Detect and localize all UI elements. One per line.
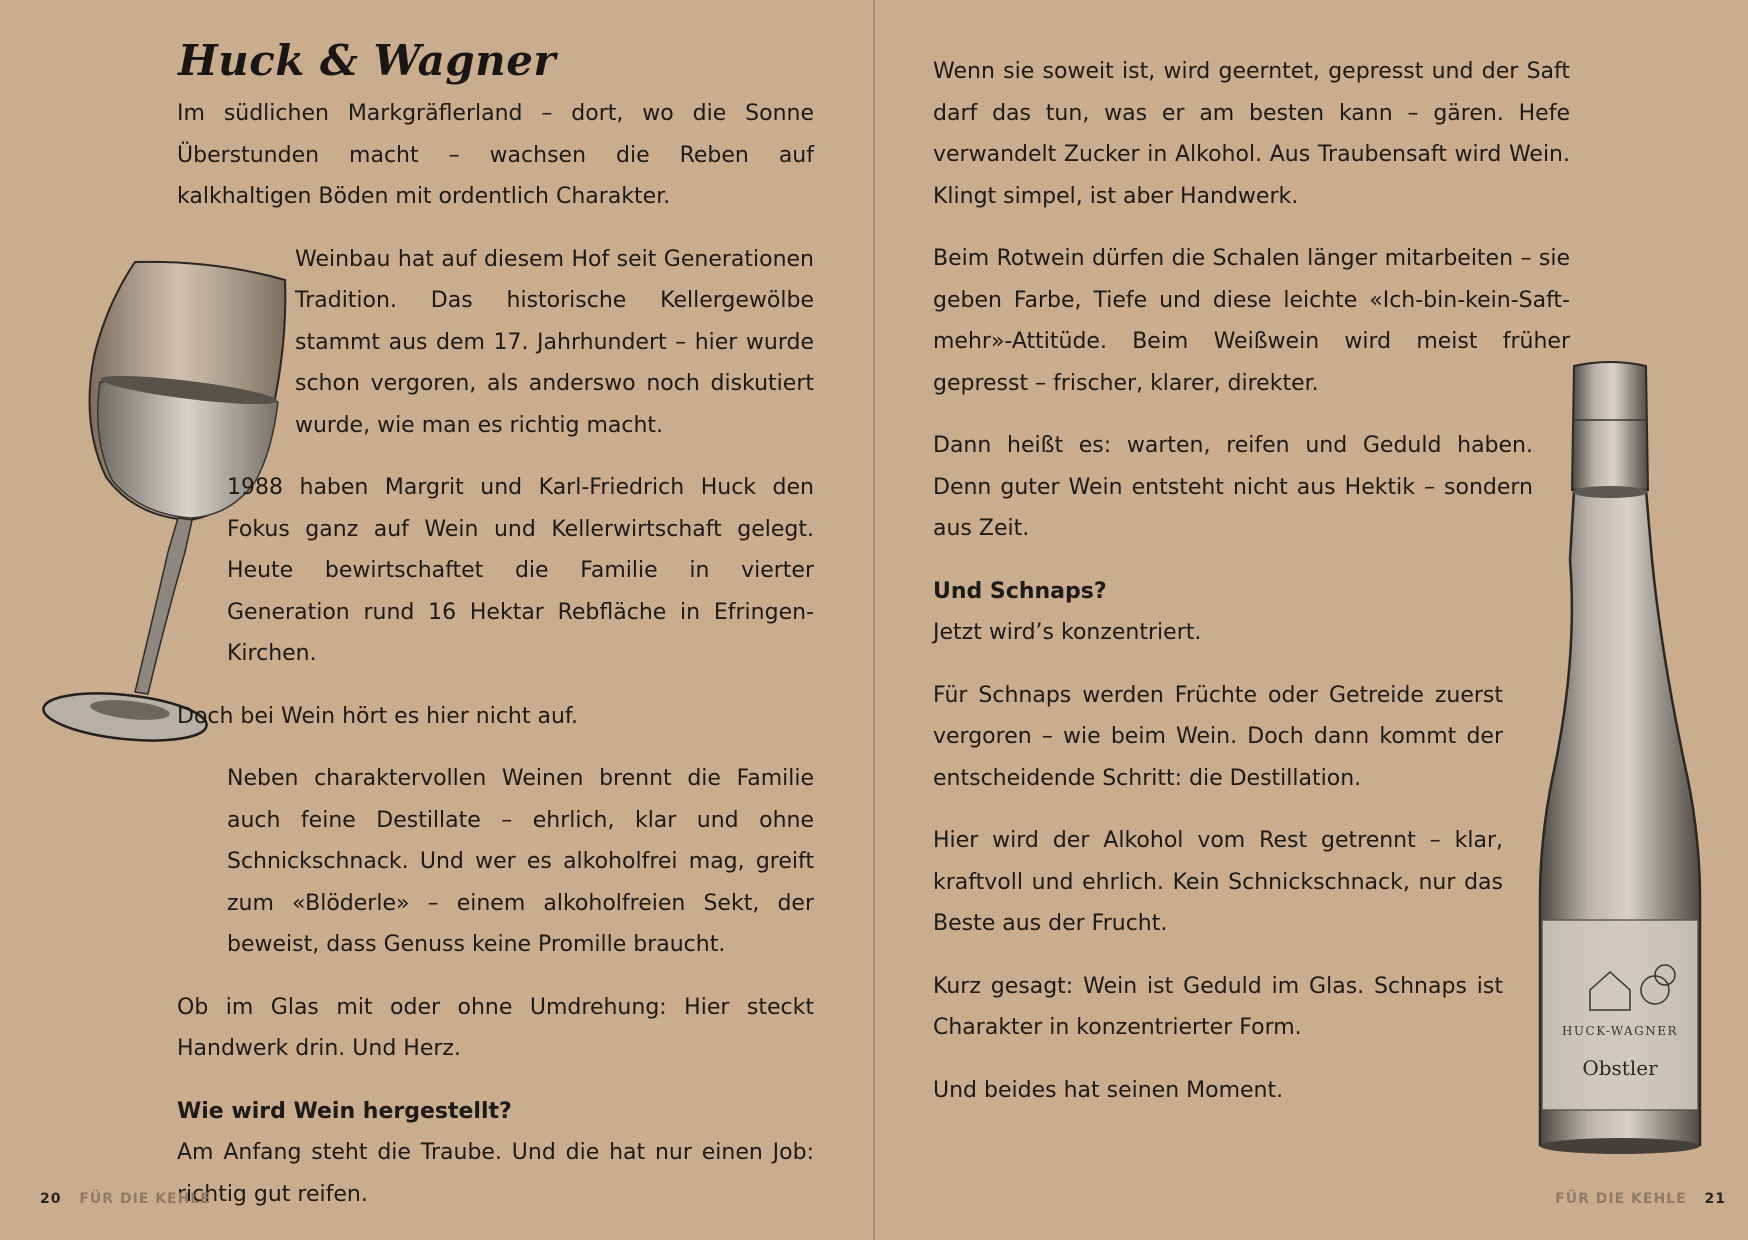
left-footer [40, 1191, 211, 1207]
page-number: 21 [1704, 1191, 1726, 1207]
closing-paragraph: Und beides hat seinen Moment. [933, 1077, 1284, 1103]
family-paragraph: 1988 haben Margrit und Karl-Friedrich Huck den Fokus ganz auf Wein und Kellerwirtschaft gelegt. Heute bewirtschaftet die Familie in vierter Generation rund 16 Hektar Rebfläche in Efringen-Kirchen. [227, 475, 814, 666]
grape-paragraph: Am Anfang steht die Traube. Und die hat nur einen Job: richtig gut reifen. [177, 1140, 814, 1207]
harvest-paragraph: Wenn sie soweit ist, wird geerntet, gepresst und der Saft darf das tun, was er am besten kann – gären. Hefe verwandelt Zucker in Alkohol. Aus Traubensaft wird Wein. Klingt simpel, ist aber Handwerk. [933, 59, 1570, 209]
right-footer [1555, 1191, 1726, 1207]
right-column-text [933, 51, 1570, 1132]
left-column-text [177, 93, 814, 1236]
section-heading-schnapps: Und Schnaps? [933, 578, 1107, 604]
bottle-product-label: Obstler [1582, 1056, 1658, 1080]
section-name: FÜR DIE KEHLE [79, 1191, 211, 1207]
handwork-paragraph: Ob im Glas mit oder ohne Umdrehung: Hier steckt Handwerk drin. Und Herz. [177, 994, 814, 1061]
summary-paragraph: Kurz gesagt: Wein ist Geduld im Glas. Schnaps ist Charakter in konzentrierter Form. [933, 973, 1503, 1040]
fermentation-paragraph: Für Schnaps werden Früchte oder Getreide zuerst vergoren – wie beim Wein. Doch dann kommt der entscheidende Schritt: die Destillation. [933, 682, 1503, 791]
concentrated-paragraph: Jetzt wird’s konzentriert. [933, 620, 1202, 645]
aging-paragraph: Dann heißt es: warten, reifen und Geduld haben. Denn guter Wein entsteht nicht aus Hektik – sondern aus Zeit. [933, 433, 1533, 541]
section-name: FÜR DIE KEHLE [1555, 1191, 1687, 1207]
red-wine-paragraph: Beim Rotwein dürfen die Schalen länger mitarbeiten – sie geben Farbe, Tiefe und diese leichte «Ich-bin-kein-Saft-mehr»-Attitüde. Beim Weißwein wird meist früher gepresst – frischer, klarer, direkter. [933, 246, 1570, 396]
intro-paragraph: Im südlichen Markgräflerland – dort, wo die Sonne Überstunden macht – wachsen die Reben auf kalkhaltigen Böden mit ordentlich Charakter. [177, 101, 814, 209]
distillation-paragraph: Hier wird der Alkohol vom Rest getrennt – klar, kraftvoll und ehrlich. Kein Schnickschnack, nur das Beste aus der Frucht. [933, 828, 1503, 936]
page-title: Huck & Wagner [178, 36, 557, 85]
history-paragraph: Weinbau hat auf diesem Hof seit Generationen Tradition. Das historische Kellergewölbe stammt aus dem 17. Jahrhundert – hier wurde schon vergoren, als anderswo noch diskutiert wurde, wie man es richtig macht. [295, 246, 814, 438]
schnapps-bottle-icon [1530, 360, 1710, 1170]
transition-paragraph: Doch bei Wein hört es hier nicht auf. [177, 703, 579, 729]
section-heading-wine: Wie wird Wein hergestellt? [177, 1098, 512, 1124]
page-number: 20 [40, 1191, 62, 1207]
bottle-brand-label: HUCK-WAGNER [1561, 1024, 1679, 1038]
distillate-paragraph: Neben charaktervollen Weinen brennt die Familie auch feine Destillate – ehrlich, klar und ohne Schnickschnack. Und wer es alkoholfrei mag, greift zum «Blöderle» – einem alkoholfreien Sekt, der beweist, dass Genuss keine Promille braucht. [227, 766, 814, 957]
